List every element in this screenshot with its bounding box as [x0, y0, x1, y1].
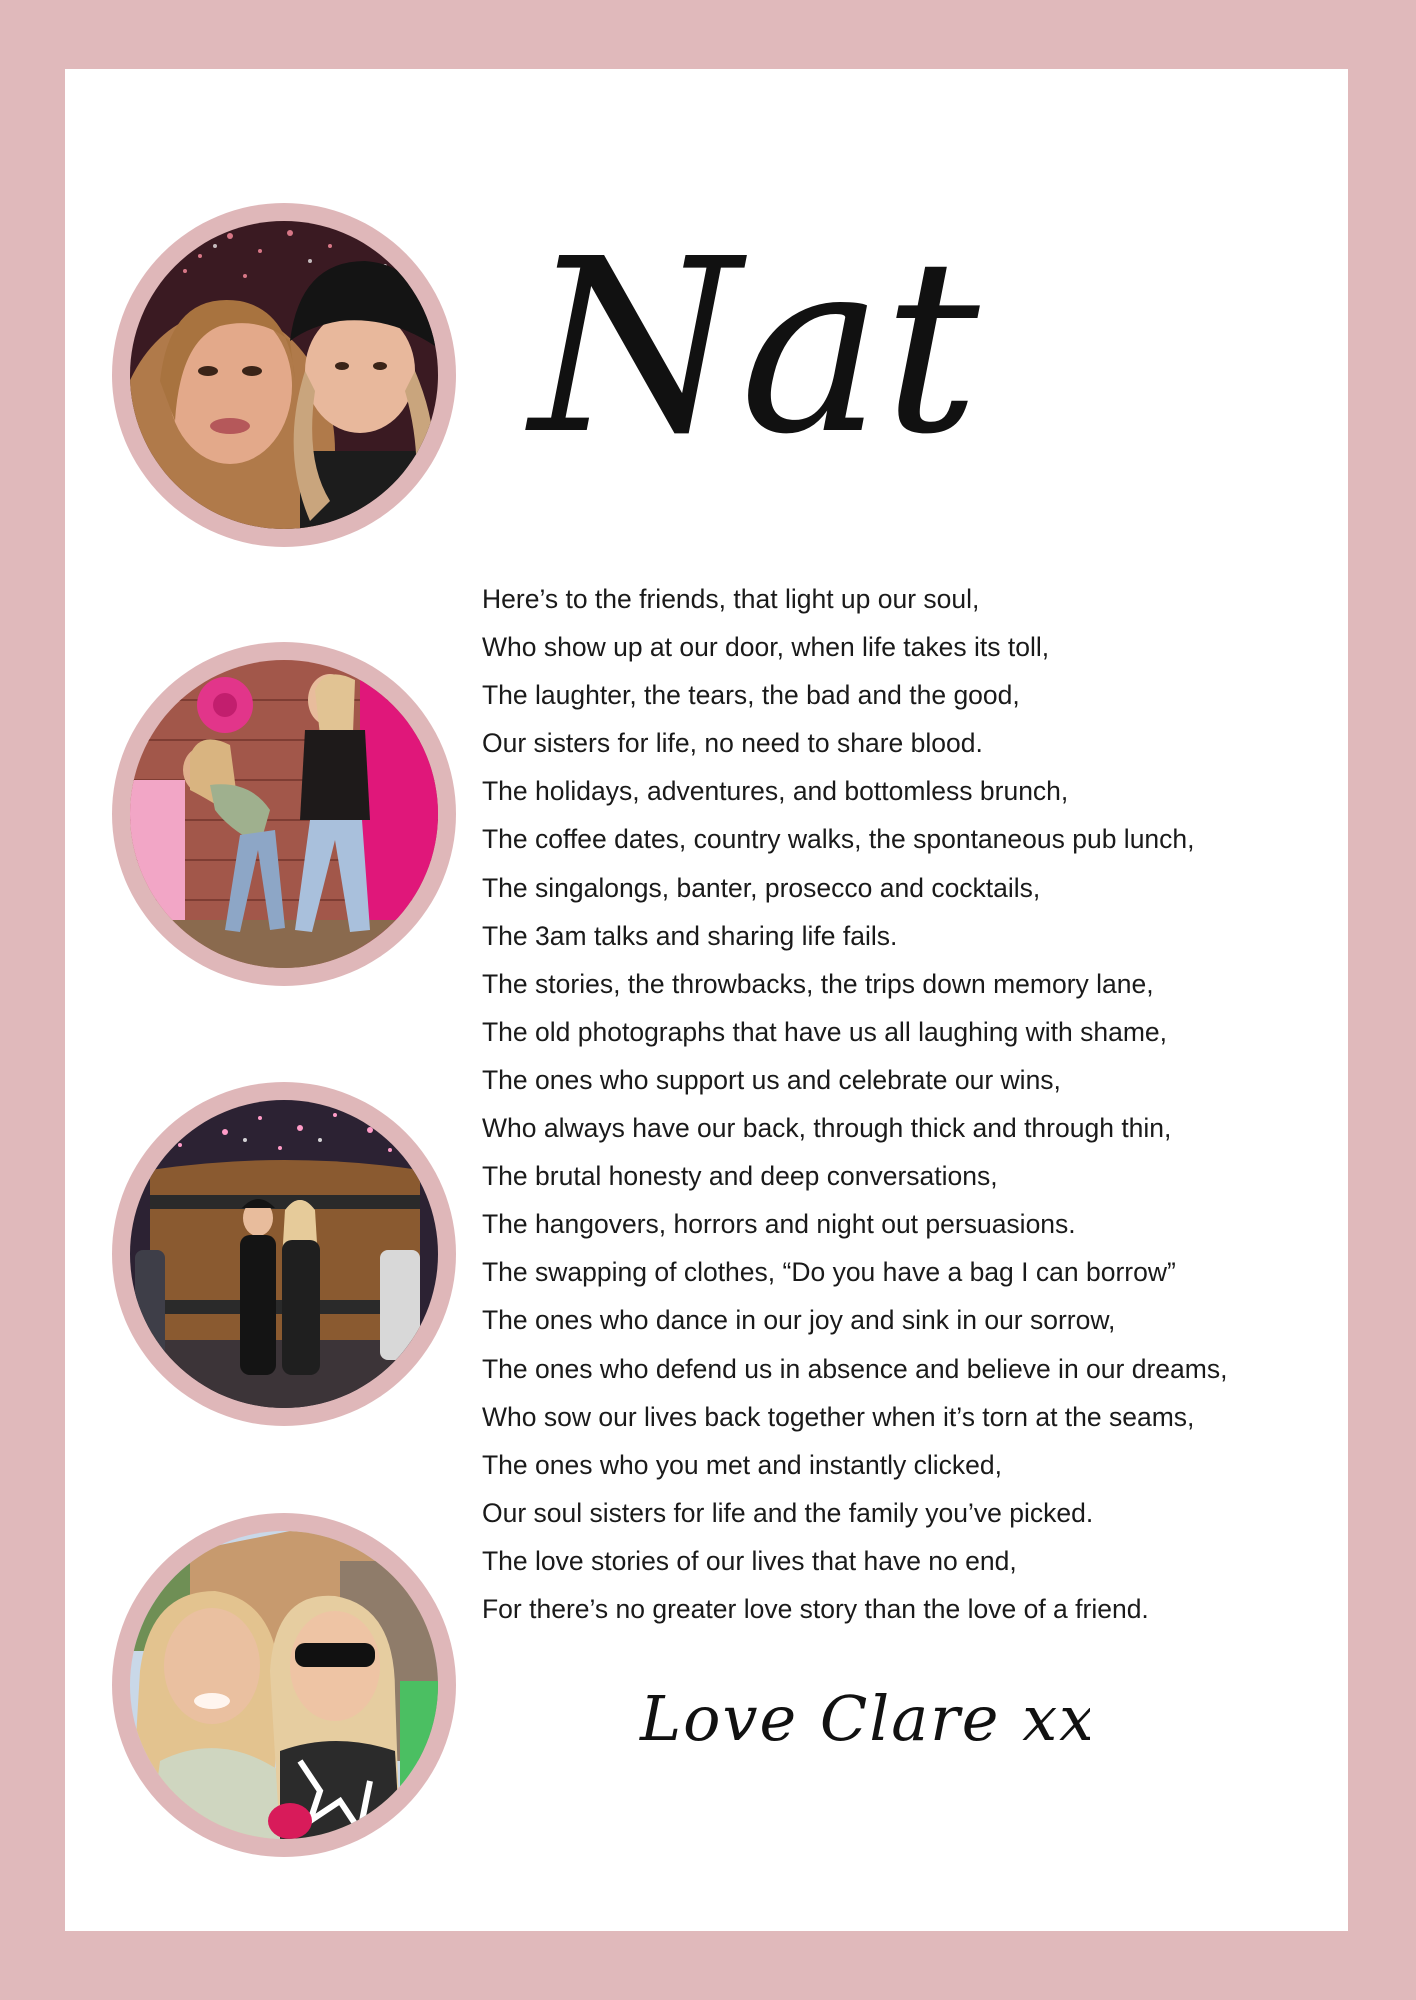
poem-line: The love stories of our lives that have no end, [482, 1545, 1017, 1576]
signature-text: Love Clare xxx [640, 1682, 1090, 1755]
photo-illustration [130, 1100, 438, 1408]
poem-line: The hangovers, horrors and night out persuasions. [482, 1209, 1076, 1240]
photo-image [130, 221, 438, 529]
poem-line: The swapping of clothes, “Do you have a bag I can borrow” [482, 1257, 1176, 1288]
poem-line: The 3am talks and sharing life fails. [482, 920, 898, 951]
poem-line: The brutal honesty and deep conversations, [482, 1161, 998, 1192]
poem-line: The laughter, the tears, the bad and the good, [482, 680, 1020, 711]
poem-line: The coffee dates, country walks, the spontaneous pub lunch, [482, 824, 1195, 855]
poem-line: The old photographs that have us all laughing with shame, [482, 1016, 1168, 1047]
photo-image [130, 1531, 438, 1839]
poem-line: Here’s to the friends, that light up our soul, [482, 584, 980, 614]
poem-line: Who sow our lives back together when it’s torn at the seams, [482, 1401, 1195, 1432]
photo-illustration [130, 660, 438, 968]
title-script [520, 190, 1040, 510]
photo-friends-christmas-lights [112, 203, 456, 547]
title-text: Nat [530, 207, 980, 487]
signature [630, 1660, 1090, 1780]
photo-friends-brick-wall [112, 642, 456, 986]
poem-line: The singalongs, banter, prosecco and cocktails, [482, 872, 1041, 903]
poem-line: The ones who you met and instantly clicked, [482, 1449, 1002, 1480]
poem-line: Who show up at our door, when life takes its toll, [482, 632, 1050, 663]
poem-line: Our sisters for life, no need to share blood. [482, 728, 983, 759]
poem-line: For there’s no greater love story than the love of a friend. [482, 1593, 1149, 1624]
photo-image [130, 660, 438, 968]
poem-line: Our soul sisters for life and the family you’ve picked. [482, 1497, 1094, 1528]
photo-friends-garden [112, 1513, 456, 1857]
poem-line: Who always have our back, through thick and through thin, [482, 1113, 1172, 1144]
poem-line: The stories, the throwbacks, the trips down memory lane, [482, 968, 1154, 999]
poem-line: The ones who dance in our joy and sink in our sorrow, [482, 1305, 1116, 1336]
photo-image [130, 1100, 438, 1408]
poem-line: The holidays, adventures, and bottomless brunch, [482, 776, 1069, 807]
poem-line: The ones who defend us in absence and believe in our dreams, [482, 1353, 1228, 1384]
signature-script [630, 1660, 1090, 1780]
photo-friends-barrel [112, 1082, 456, 1426]
poem-text [482, 575, 1312, 1633]
photo-illustration [130, 221, 438, 529]
title-name [520, 190, 1040, 510]
photo-illustration [130, 1531, 438, 1839]
poem-line: The ones who support us and celebrate our wins, [482, 1064, 1061, 1095]
